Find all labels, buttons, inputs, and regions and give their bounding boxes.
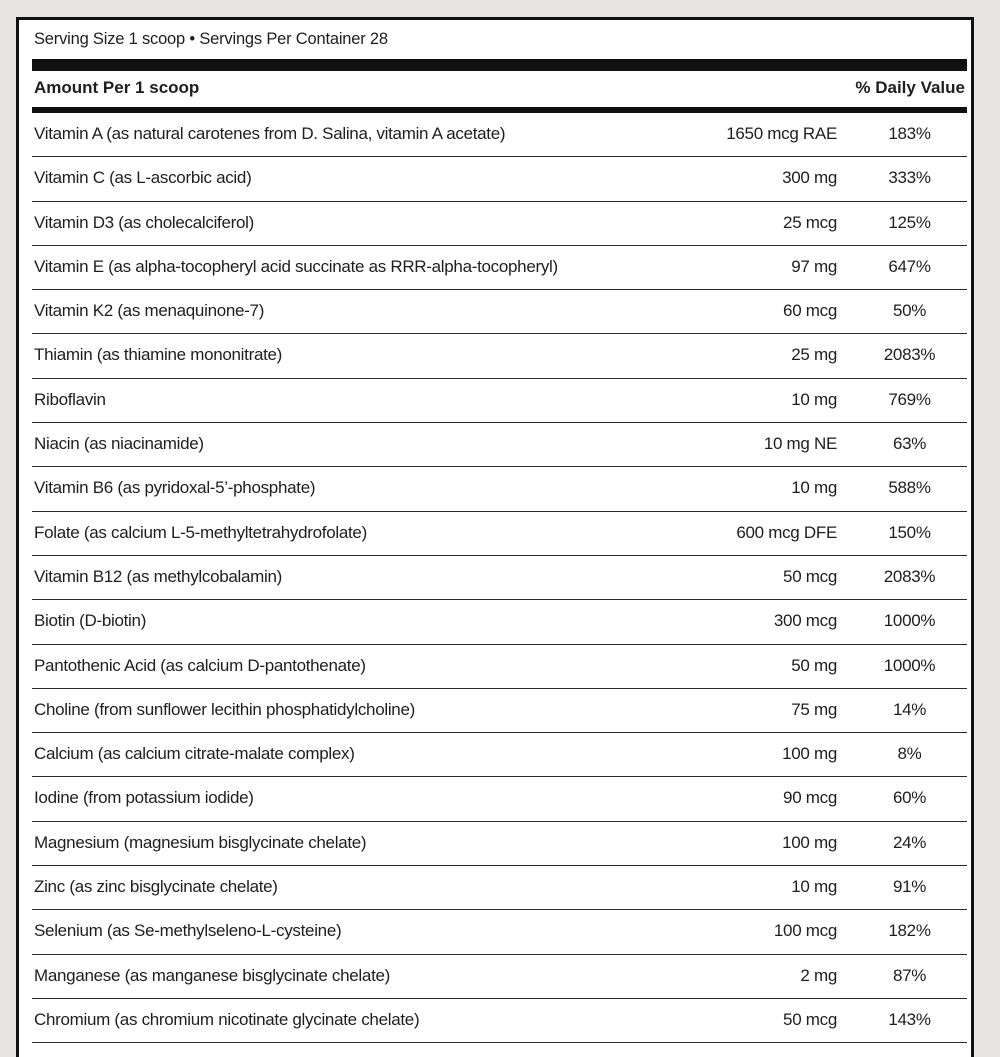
table-row [32, 645, 967, 689]
nutrient-amount: 100 mg [782, 832, 837, 852]
table-row [32, 733, 967, 777]
nutrient-name: Manganese (as manganese bisglycinate chelate) [34, 965, 391, 985]
nutrient-daily-value: 63% [892, 434, 927, 454]
nutrient-name: Thiamin (as thiamine mononitrate) [34, 345, 283, 365]
nutrient-amount: 100 mcg [773, 921, 837, 941]
nutrient-daily-value: 24% [892, 832, 927, 852]
nutrient-name: Vitamin D3 (as cholecalciferol) [34, 212, 254, 232]
nutrient-name: Biotin (D-biotin) [34, 611, 147, 631]
table-row [32, 113, 967, 157]
nutrient-name: Vitamin B12 (as methylcobalamin) [34, 566, 283, 586]
nutrient-daily-value: 333% [888, 168, 931, 188]
nutrient-amount: 50 mcg [783, 566, 837, 586]
nutrient-amount: 100 mg [782, 744, 837, 764]
table-row [32, 910, 967, 954]
nutrient-amount: 300 mcg [773, 611, 837, 631]
nutrient-name: Calcium (as calcium citrate-malate complex) [34, 744, 355, 764]
nutrient-amount: 300 mg [782, 168, 837, 188]
nutrient-name: Selenium (as Se-methylseleno-L-cysteine) [34, 921, 342, 941]
nutrient-name: Riboflavin [34, 389, 106, 409]
table-row [32, 334, 967, 378]
nutrient-table [32, 113, 967, 1043]
table-row [32, 777, 967, 821]
nutrient-daily-value: 2083% [883, 566, 936, 586]
nutrient-daily-value: 143% [888, 1009, 931, 1029]
nutrient-daily-value: 182% [888, 921, 931, 941]
nutrient-daily-value: 50% [892, 301, 927, 321]
amount-per-serving-label: Amount Per 1 scoop [34, 78, 200, 97]
nutrient-amount: 10 mg [791, 877, 837, 897]
table-row [32, 290, 967, 334]
nutrient-amount: 10 mg [791, 389, 837, 409]
nutrient-name: Vitamin A (as natural carotenes from D. Salina, vitamin A acetate) [34, 124, 506, 143]
table-row [32, 246, 967, 290]
table-row [32, 689, 967, 733]
nutrient-name: Vitamin K2 (as menaquinone-7) [34, 301, 265, 321]
table-header [34, 78, 965, 100]
nutrient-name: Chromium (as chromium nicotinate glycinate chelate) [34, 1009, 420, 1029]
table-row [32, 556, 967, 600]
nutrient-daily-value: 2083% [883, 345, 936, 365]
nutrient-name: Folate (as calcium L-5-methyltetrahydrofolate) [34, 522, 367, 542]
nutrient-amount: 600 mcg DFE [736, 522, 837, 542]
nutrient-daily-value: 1000% [883, 655, 936, 675]
nutrient-name: Pantothenic Acid (as calcium D-pantothenate) [34, 655, 366, 675]
nutrient-name: Vitamin B6 (as pyridoxal-5’-phosphate) [34, 478, 316, 498]
nutrient-amount: 75 mg [791, 699, 837, 719]
nutrient-name: Vitamin C (as L-ascorbic acid) [34, 168, 252, 188]
nutrient-amount: 25 mcg [783, 212, 837, 232]
nutrient-daily-value: 588% [888, 478, 931, 498]
nutrient-amount: 50 mg [791, 655, 837, 675]
nutrient-daily-value: 14% [892, 699, 927, 719]
table-row [32, 999, 967, 1043]
nutrient-daily-value: 769% [888, 389, 931, 409]
nutrient-daily-value: 125% [888, 212, 931, 232]
daily-value-label: % Daily Value [855, 78, 965, 97]
thick-divider [32, 59, 967, 71]
nutrient-amount: 2 mg [800, 965, 837, 985]
supplement-facts-panel [16, 17, 974, 1057]
nutrient-amount: 60 mcg [783, 301, 837, 321]
nutrient-daily-value: 91% [892, 877, 927, 897]
table-row [32, 955, 967, 999]
table-row [32, 822, 967, 866]
nutrient-name: Choline (from sunflower lecithin phosphatidylcholine) [34, 699, 415, 719]
nutrient-amount: 97 mg [791, 256, 837, 276]
nutrient-amount: 10 mg NE [763, 434, 837, 454]
nutrient-daily-value: 1000% [883, 611, 936, 631]
serving-info: Serving Size 1 scoop • Servings Per Container 28 [34, 30, 388, 48]
nutrient-amount: 10 mg [791, 478, 837, 498]
nutrient-name: Niacin (as niacinamide) [34, 434, 204, 454]
nutrient-daily-value: 87% [892, 965, 927, 985]
nutrient-name: Vitamin E (as alpha-tocopheryl acid succinate as RRR-alpha-tocopheryl) [34, 256, 558, 276]
table-row [32, 866, 967, 910]
table-row [32, 379, 967, 423]
table-row [32, 157, 967, 201]
nutrient-name: Magnesium (magnesium bisglycinate chelate) [34, 832, 367, 852]
table-row [32, 202, 967, 246]
nutrient-amount: 1650 mcg RAE [726, 124, 837, 143]
table-row [32, 423, 967, 467]
nutrient-amount: 50 mcg [783, 1009, 837, 1029]
nutrient-daily-value: 60% [892, 788, 927, 808]
table-row [32, 467, 967, 511]
nutrient-name: Iodine (from potassium iodide) [34, 788, 254, 808]
nutrient-amount: 25 mg [791, 345, 837, 365]
nutrient-daily-value: 150% [888, 522, 931, 542]
nutrient-amount: 90 mcg [783, 788, 837, 808]
nutrient-daily-value: 647% [888, 256, 931, 276]
table-row [32, 600, 967, 644]
table-row [32, 512, 967, 556]
nutrient-name: Zinc (as zinc bisglycinate chelate) [34, 877, 278, 897]
nutrient-daily-value: 183% [888, 124, 931, 143]
nutrient-daily-value: 8% [897, 744, 922, 764]
